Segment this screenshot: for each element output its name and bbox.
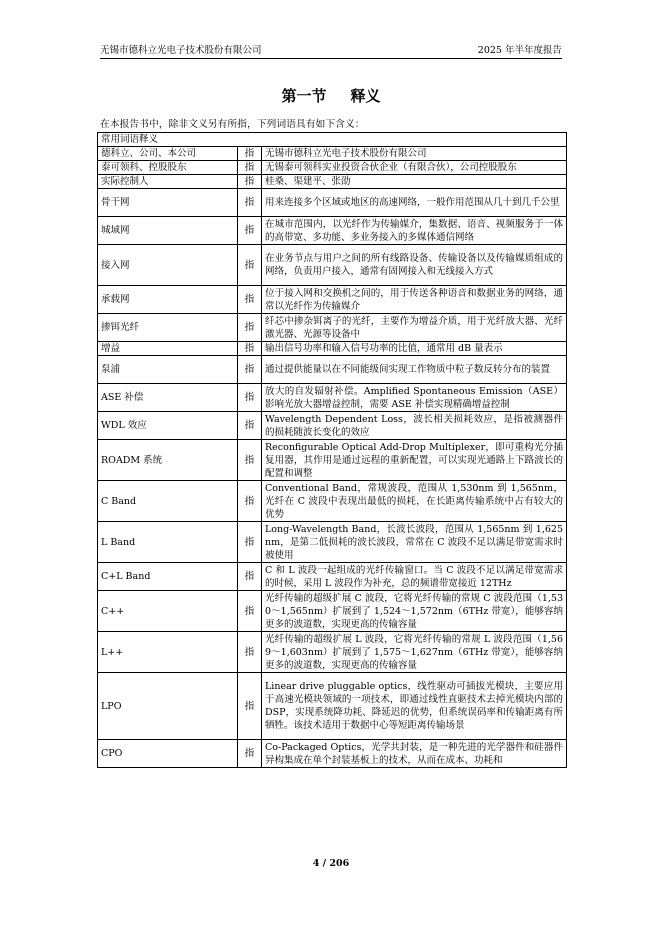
means-cell: 指 xyxy=(238,522,262,563)
table-row xyxy=(98,175,567,189)
means-cell: 指 xyxy=(238,591,262,632)
page-header xyxy=(100,44,562,59)
table-row xyxy=(98,384,567,412)
table-row xyxy=(98,356,567,384)
term-cell: C+L Band xyxy=(98,563,238,591)
term-cell: ROADM 系统 xyxy=(98,440,238,481)
term-cell: LPO xyxy=(98,673,238,740)
definition-cell: 用来连接多个区域或地区的高速网络，一般作用范围从几十到几千公里 xyxy=(262,189,567,217)
section-heading xyxy=(0,86,662,106)
definition-cell: 放大的自发辐射补偿。Amplified Spontaneous Emission（ASE）影响光放大器增益控制，需要 ASE 补偿实现精确增益控制 xyxy=(262,384,567,412)
means-cell: 指 xyxy=(238,384,262,412)
header-company: 无锡市德科立光电子技术股份有限公司 xyxy=(100,45,262,56)
definition-cell: 无锡市德科立光电子技术股份有限公司 xyxy=(262,147,567,161)
term-cell: 泵浦 xyxy=(98,356,238,384)
table-row xyxy=(98,286,567,314)
means-cell: 指 xyxy=(238,314,262,342)
term-cell: 接入网 xyxy=(98,245,238,286)
means-cell: 指 xyxy=(238,161,262,175)
table-row xyxy=(98,412,567,440)
term-cell: C++ xyxy=(98,591,238,632)
table-row xyxy=(98,481,567,522)
definition-cell: 光纤传输的超级扩展 C 波段，它将光纤传输的常规 C 波段范围（1,530～1,565nm）扩展到了 1,524～1,572nm（6THz 带宽），能够容纳更多的波道数，实现更高的传输容量 xyxy=(262,591,567,632)
means-cell: 指 xyxy=(238,147,262,161)
means-cell: 指 xyxy=(238,740,262,768)
means-cell: 指 xyxy=(238,481,262,522)
means-cell: 指 xyxy=(238,286,262,314)
means-cell: 指 xyxy=(238,412,262,440)
means-cell: 指 xyxy=(238,217,262,245)
definition-cell: C 和 L 波段一起组成的光纤传输窗口。当 C 波段不足以满足带宽需求的时候，采用 L 波段作为补充，总的频谱带宽接近 12THz xyxy=(262,563,567,591)
definition-cell: 无锡泰可领科实业投资合伙企业（有限合伙），公司控股股东 xyxy=(262,161,567,175)
table-row xyxy=(98,522,567,563)
table-row xyxy=(98,161,567,175)
definition-cell: Long-Wavelength Band，长波长波段，范围从 1,565nm 到 1,625nm，是第二低损耗的波长波段，常常在 C 波段不足以满足带宽需求时被使用 xyxy=(262,522,567,563)
definition-cell: 输出信号功率和输入信号功率的比值，通常用 dB 量表示 xyxy=(262,342,567,356)
term-cell: WDL 效应 xyxy=(98,412,238,440)
table-caption-row xyxy=(98,133,567,147)
term-cell: C Band xyxy=(98,481,238,522)
definition-cell: Wavelength Dependent Loss，波长相关损耗效应，是指被测器件的损耗随波长变化的效应 xyxy=(262,412,567,440)
table-row xyxy=(98,147,567,161)
table-row xyxy=(98,314,567,342)
table-row xyxy=(98,563,567,591)
term-cell: L++ xyxy=(98,632,238,673)
term-cell: 增益 xyxy=(98,342,238,356)
table-row xyxy=(98,632,567,673)
page-number: 4 / 206 xyxy=(312,858,350,869)
means-cell: 指 xyxy=(238,440,262,481)
definition-cell: 在业务节点与用户之间的所有线路设备、传输设备以及传输媒质组成的网络，负责用户接入，通常有固网接入和无线接入方式 xyxy=(262,245,567,286)
table-row xyxy=(98,440,567,481)
term-cell: 骨干网 xyxy=(98,189,238,217)
definition-cell: 位于接入网和交换机之间的，用于传送各种语音和数据业务的网络，通常以光纤作为传输媒介 xyxy=(262,286,567,314)
means-cell: 指 xyxy=(238,175,262,189)
definition-cell: Reconfigurable Optical Add-Drop Multiplexer，即可重构光分插复用器，其作用是通过远程的重新配置，可以实现光通路上下路波长的配置和调整 xyxy=(262,440,567,481)
table-caption: 常用词语释义 xyxy=(98,133,567,147)
definition-cell: Co-Packaged Optics，光学共封装，是一种先进的光学器件和硅器件异构集成在单个封装基板上的技术，从而在成本、功耗和 xyxy=(262,740,567,768)
means-cell: 指 xyxy=(238,342,262,356)
term-cell: 承载网 xyxy=(98,286,238,314)
definition-cell: 纤芯中掺杂铒离子的光纤，主要作为增益介质，用于光纤放大器、光纤激光器、光源等设备中 xyxy=(262,314,567,342)
table-row xyxy=(98,217,567,245)
definition-cell: Conventional Band，常规波段，范围从 1,530nm 到 1,565nm，光纤在 C 波段中表现出最低的损耗，在长距离传输系统中占有较大的优势 xyxy=(262,481,567,522)
term-cell: 城域网 xyxy=(98,217,238,245)
definition-cell: 在城市范围内，以光纤作为传输媒介，集数据、语音、视频服务于一体的高带宽、多功能、多业务接入的多媒体通信网络 xyxy=(262,217,567,245)
definition-cell: 光纤传输的超级扩展 L 波段，它将光纤传输的常规 L 波段范围（1,569～1,603nm）扩展到了 1,575～1,627nm（6THz 带宽），能够容纳更多的波道数，实现更高的传输容量 xyxy=(262,632,567,673)
definition-cell: 通过提供能量以在不同能级间实现工作物质中粒子数反转分布的装置 xyxy=(262,356,567,384)
means-cell: 指 xyxy=(238,673,262,740)
term-cell: 泰可领科、控股股东 xyxy=(98,161,238,175)
means-cell: 指 xyxy=(238,356,262,384)
term-cell: 德科立、公司、本公司 xyxy=(98,147,238,161)
term-cell: L Band xyxy=(98,522,238,563)
definition-cell: 桂桑、渠建平、张劭 xyxy=(262,175,567,189)
term-cell: ASE 补偿 xyxy=(98,384,238,412)
means-cell: 指 xyxy=(238,632,262,673)
term-cell: 掺铒光纤 xyxy=(98,314,238,342)
section-number: 第一节 xyxy=(281,87,327,105)
table-row xyxy=(98,342,567,356)
table-row xyxy=(98,189,567,217)
table-row xyxy=(98,591,567,632)
term-cell: CPO xyxy=(98,740,238,768)
term-cell: 实际控制人 xyxy=(98,175,238,189)
table-row xyxy=(98,245,567,286)
means-cell: 指 xyxy=(238,563,262,591)
section-title: 释义 xyxy=(350,87,381,105)
table-row xyxy=(98,740,567,768)
definition-cell: Linear drive pluggable optics，线性驱动可插拔光模块，主要应用于高速光模块领域的一项技术，即通过线性直驱技术去掉光模块内部的 DSP，实现系统降功耗、降延迟的优势，但系统误码率和传输距离有所牺牲。该技术适用于数据中心等短距离传输场景 xyxy=(262,673,567,740)
intro-text: 在本报告书中，除非文义另有所指，下列词语具有如下含义： xyxy=(100,119,365,130)
definitions-table xyxy=(97,132,567,768)
header-report-title: 2025 年半年度报告 xyxy=(477,45,562,56)
table-row xyxy=(98,673,567,740)
means-cell: 指 xyxy=(238,245,262,286)
means-cell: 指 xyxy=(238,189,262,217)
